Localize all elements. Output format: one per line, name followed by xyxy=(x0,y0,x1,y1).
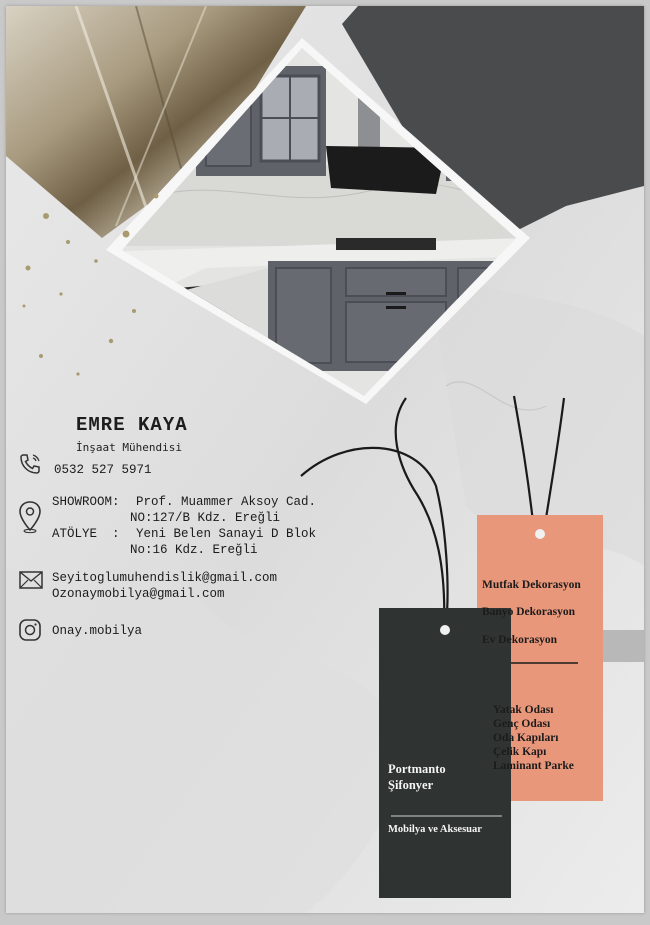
brochure-page xyxy=(6,6,644,913)
dark-tag xyxy=(379,608,511,898)
atolye-address-line1: Yeni Belen Sanayi D Blok xyxy=(136,527,317,541)
email-1[interactable]: Seyitoglumuhendislik@gmail.com xyxy=(52,571,278,585)
email-2[interactable]: Ozonaymobilya@gmail.com xyxy=(52,587,225,601)
showroom-address-line2: NO:127/B Kdz. Ereğli xyxy=(130,511,281,525)
location-pin-icon xyxy=(18,500,42,539)
product-item: Genç Odası xyxy=(493,718,551,730)
dark-tag-footer: Mobilya ve Aksesuar xyxy=(388,824,482,835)
atolye-label: ATÖLYE : xyxy=(52,527,120,541)
service-item: Banyo Dekorasyon xyxy=(482,606,575,618)
service-item: Ev Dekorasyon xyxy=(482,634,558,646)
atolye-address-line2: No:16 Kdz. Ereğli xyxy=(130,543,258,557)
product-item: Çelik Kapı xyxy=(493,746,547,758)
service-item: Mutfak Dekorasyon xyxy=(482,579,581,591)
product-item: Oda Kapıları xyxy=(493,732,559,744)
person-title: İnşaat Mühendisi xyxy=(76,441,182,454)
dark-tag-line2: Şifonyer xyxy=(388,778,434,792)
showroom-label: SHOWROOM: xyxy=(52,495,120,509)
phone-icon xyxy=(18,452,42,481)
background-graphics xyxy=(6,6,644,913)
showroom-address-line1: Prof. Muammer Aksoy Cad. xyxy=(136,495,317,509)
instagram-icon xyxy=(18,618,42,647)
phone-number: 0532 527 5971 xyxy=(54,463,152,477)
product-item: Yatak Odası xyxy=(493,704,554,716)
dark-tag-line1: Portmanto xyxy=(388,762,446,776)
product-item: Laminant Parke xyxy=(493,760,574,772)
person-name: EMRE KAYA xyxy=(76,414,188,436)
mail-icon xyxy=(18,568,44,597)
instagram-handle[interactable]: Onay.mobilya xyxy=(52,624,143,638)
